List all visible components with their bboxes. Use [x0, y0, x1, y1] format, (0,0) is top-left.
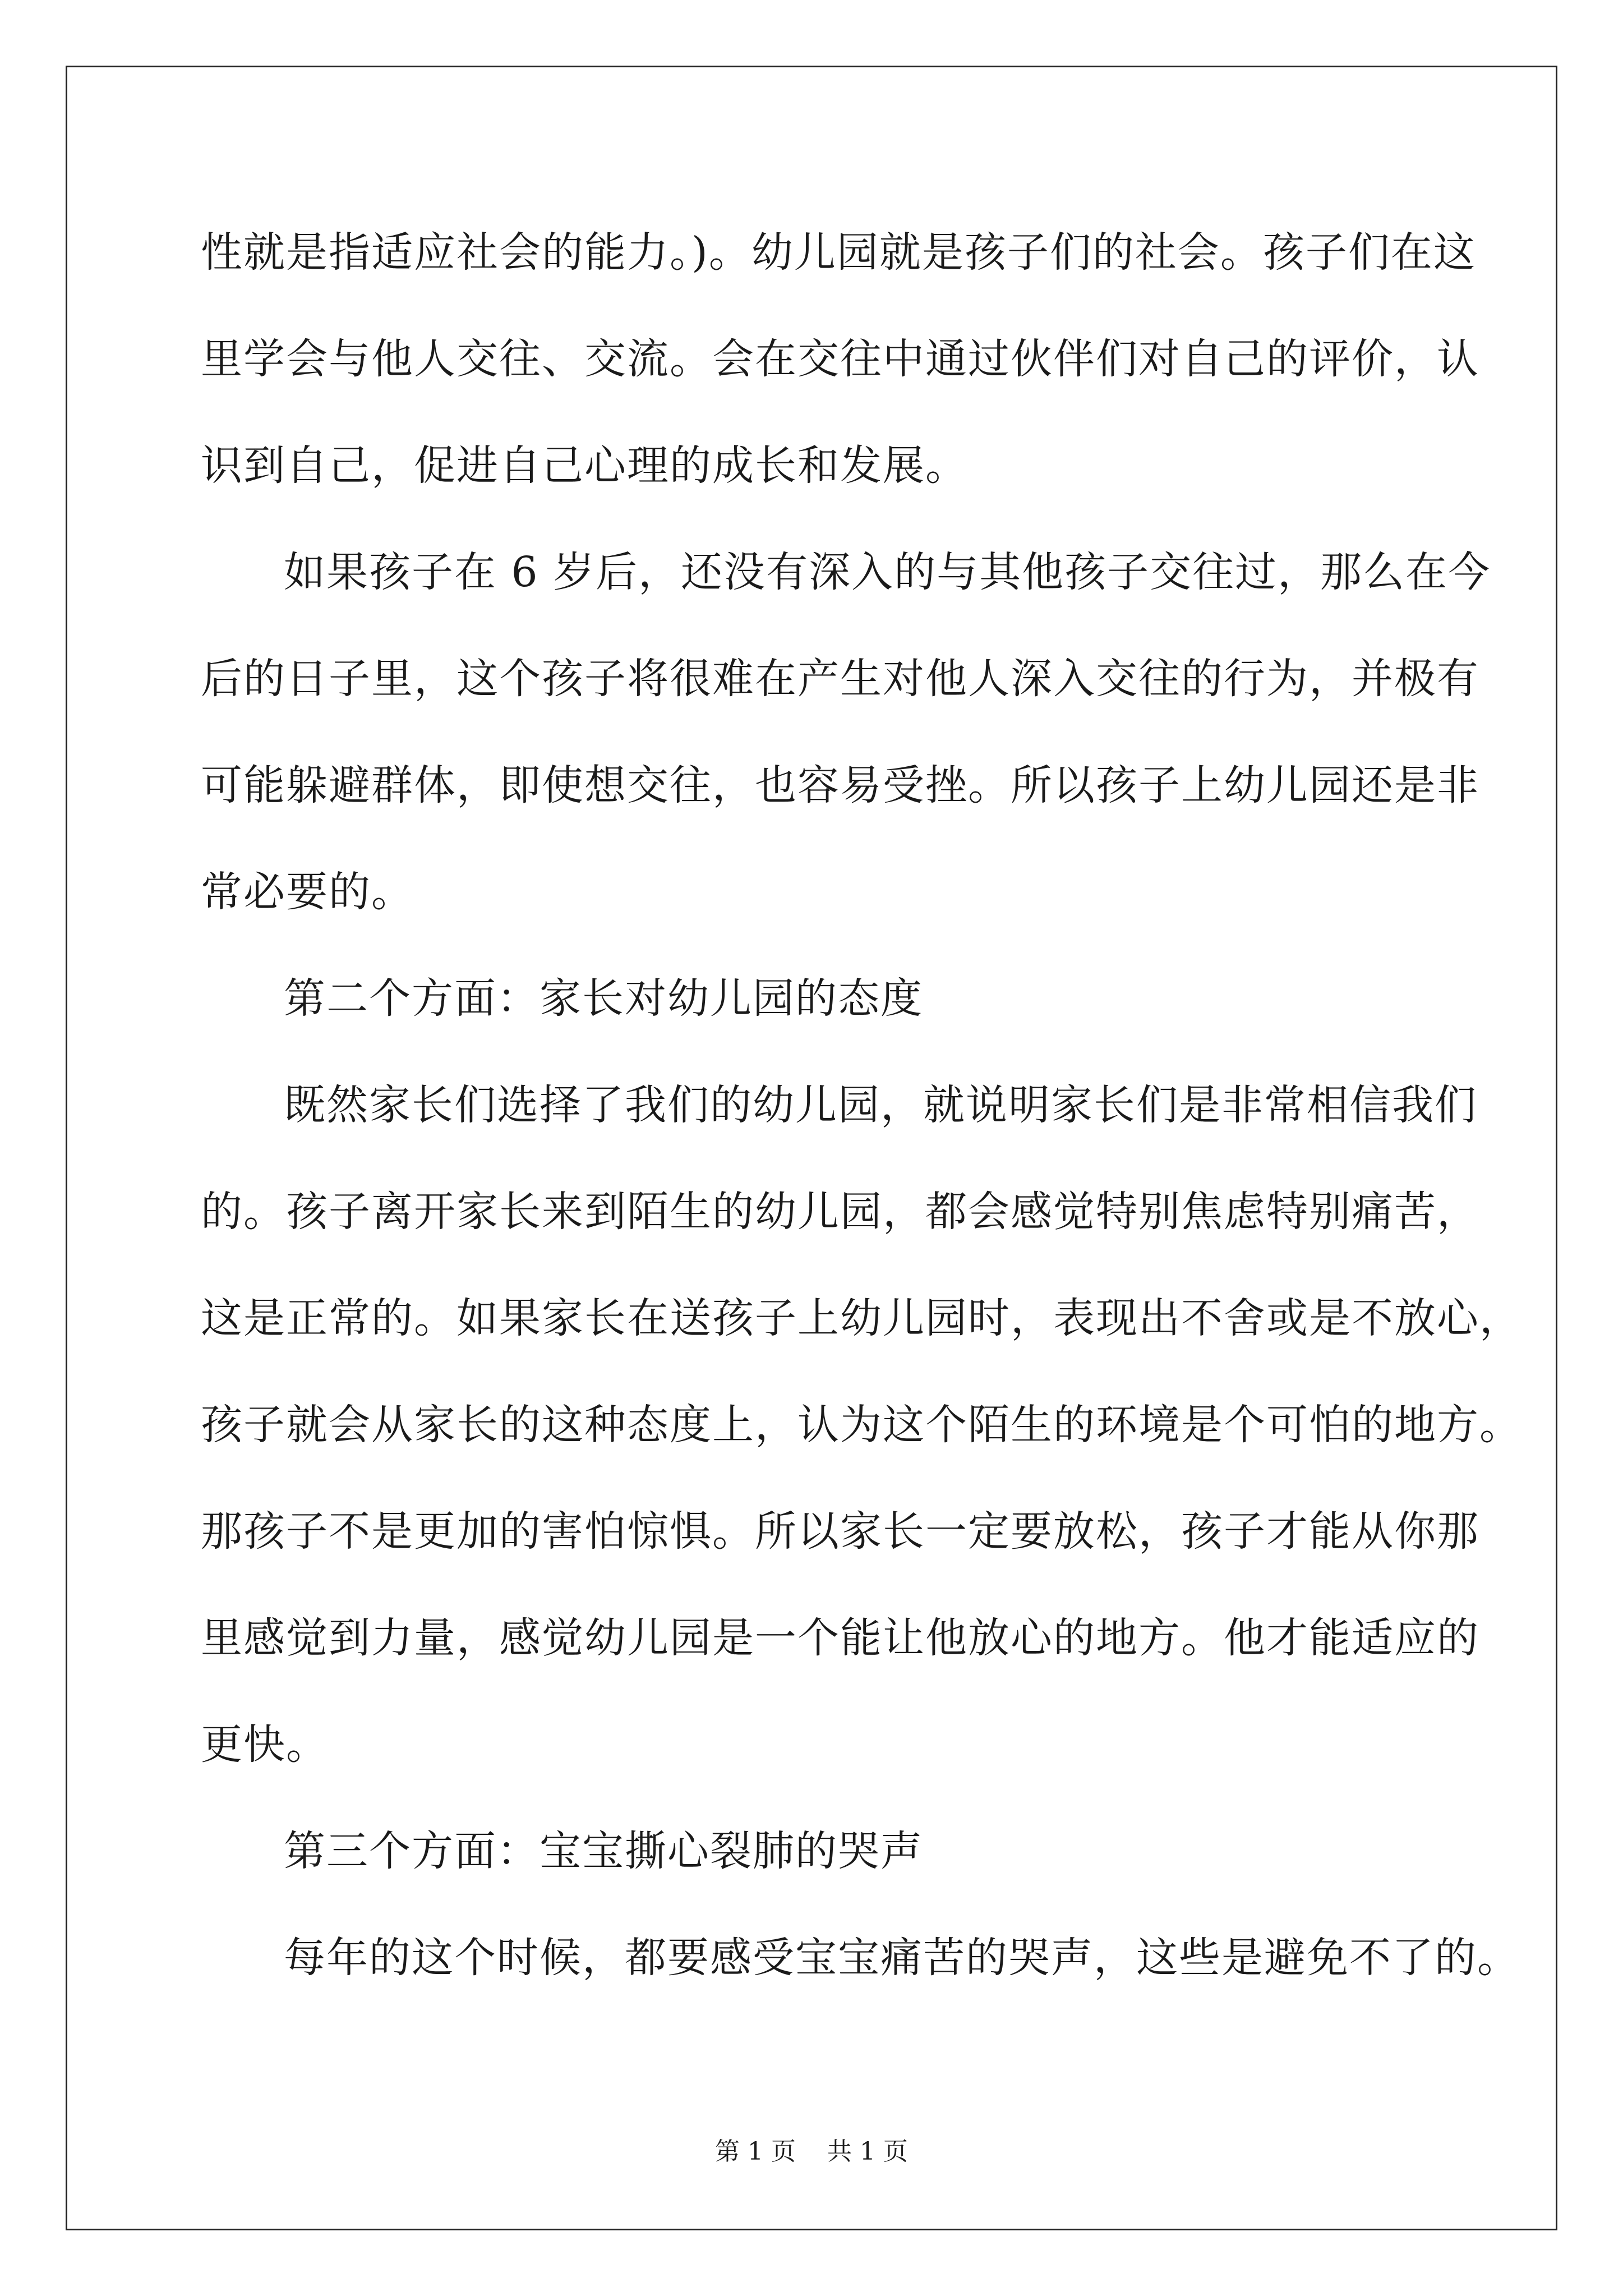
text-line: 既然家长们选择了我们的幼儿园，就说明家长们是非常相信我们	[284, 1081, 1477, 1129]
text-line: 里学会与他人交往、交流。会在交往中通过伙伴们对自己的评价，认	[201, 335, 1479, 383]
text-line: 里感觉到力量，感觉幼儿园是一个能让他放心的地方。他才能适应的	[201, 1614, 1479, 1662]
text-line: 这是正常的。如果家长在送孩子上幼儿园时，表现出不舍或是不放心，	[201, 1294, 1522, 1342]
section-heading: 第二个方面：家长对幼儿园的态度	[284, 974, 923, 1023]
text-line: 识到自己，促进自己心理的成长和发展。	[201, 441, 968, 490]
document-body	[201, 219, 1522, 2031]
text-line: 常必要的。	[201, 868, 414, 916]
text-line: 每年的这个时候，都要感受宝宝痛苦的哭声，这些是避免不了的。	[284, 1934, 1520, 1982]
section-heading: 第三个方面：宝宝撕心裂肺的哭声	[284, 1827, 923, 1875]
text-line: 更快。	[201, 1720, 329, 1769]
text-line: 如果孩子在 6 岁后，还没有深入的与其他孩子交往过，那么在今	[284, 548, 1491, 596]
page-footer: 第 1 页 共 1 页	[715, 2137, 908, 2166]
text-line: 可能躲避群体，即使想交往，也容易受挫。所以孩子上幼儿园还是非	[201, 761, 1479, 809]
text-line: 孩子就会从家长的这种态度上，认为这个陌生的环境是个可怕的地方。	[201, 1401, 1522, 1449]
text-line: 那孩子不是更加的害怕惊惧。所以家长一定要放松，孩子才能从你那	[201, 1507, 1479, 1556]
text-line: 的。孩子离开家长来到陌生的幼儿园，都会感觉特别焦虑特别痛苦，	[201, 1188, 1479, 1236]
text-line: 性就是指适应社会的能力。)。幼儿园就是孩子们的社会。孩子们在这	[201, 228, 1476, 277]
text-line: 后的日子里，这个孩子将很难在产生对他人深入交往的行为，并极有	[201, 655, 1479, 703]
